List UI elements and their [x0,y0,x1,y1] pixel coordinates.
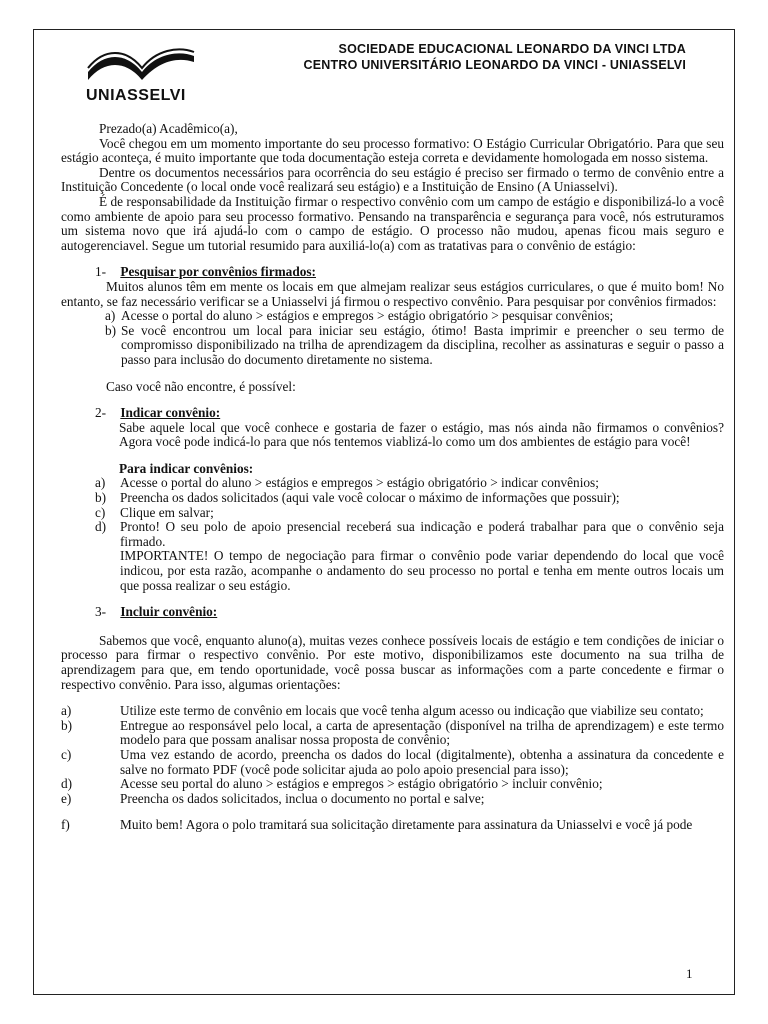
section-3-list-last [61,818,724,833]
list-marker: a) [61,703,72,719]
section-3-list [61,704,724,806]
section-1-number: 1- [95,264,107,280]
list-marker: f) [61,818,70,833]
intro-paragraph-1: Você chegou em um momento importante do seu processo formativo: O Estágio Curricular Obrigatório. Para que seu estágio aconteça, é muito importante que toda documentação esteja correta e devidamente homologada em nosso sistema. [61,135,724,166]
list-marker: b) [61,717,73,733]
section-2-number: 2- [95,405,107,421]
list-item-text: Clique em salvar; [120,504,214,520]
header-line-1: SOCIEDADE EDUCACIONAL LEONARDO DA VINCI LTDA [338,42,686,56]
section-2-title: Indicar convênio: [120,405,221,421]
list-item [61,476,724,491]
header-line-2: CENTRO UNIVERSITÁRIO LEONARDO DA VINCI - UNIASSELVI [303,58,686,72]
intro-paragraph-3: É de responsabilidade da Instituição firmar o respectivo convênio com um campo de estágio e disponibilizá-lo a você como ambiente de apoio para seu processo formativo. Pensando na transparência e segurança para você, nós estruturamos um sistema novo que irá ajudá-lo com o campo de estágio. O processo não mudou, apenas ficou mais seguro e autogerenciavel. Segue um tutorial resumido para auxiliá-lo(a) com as tratativas para o convênio de estágio: [61,193,724,253]
section-2-subtitle: Para indicar convênios: [119,460,254,476]
list-item-text: Muito bem! Agora o polo tramitará sua solicitação diretamente para assinatura da Uniasselvi e você já pode [120,818,693,833]
list-item [61,324,724,368]
section-3-number: 3- [95,604,107,620]
list-item [61,491,724,506]
list-item-text: Acesse o portal do aluno > estágios e empregos > estágio obrigatório > indicar convênios; [120,475,599,491]
section-1-paragraph: Muitos alunos têm em mente os locais em que almejam realizar seus estágios curriculares, o que é muito bom! No entanto, se faz necessário verificar se a Uniasselvi já firmou o respectivo convênio. Para pesquisar por convênios firmados: [61,278,724,309]
list-marker: a) [95,475,106,491]
section-3-paragraph: Sabemos que você, enquanto aluno(a), muitas vezes conhece possíveis locais de estágio e tem condições de iniciar o processo para firmar o respectivo convênio. Por este motivo, disponibilizamos este documento na sua trilha de aprendizagem para que, em tendo oportunidade, você possa buscar as informações com a parte concedente e firmar o respectivo convênio. Para isso, algumas orientações: [61,632,724,692]
list-item-text: Entregue ao responsável pelo local, a carta de apresentação (disponível na trilha de aprendizagem) e este termo modelo para que possam analisar nossa proposta de convênio; [120,717,724,748]
section-3-heading [61,605,724,620]
list-marker: b) [105,322,117,338]
list-item-text: Preencha os dados solicitados, inclua o documento no portal e salve; [120,790,485,806]
list-item [61,520,724,549]
section-3-title: Incluir convênio: [120,604,218,620]
section-1-heading [61,265,724,280]
section-2-paragraph: Sabe aquele local que você conhece e gostaria de fazer o estágio, mas nós ainda não firmamos o convênios? Agora você pode indicá-lo para que nós tentemos viablizá-lo como um dos ambientes de estágio para você! [119,419,724,450]
list-marker: d) [61,776,73,792]
list-marker: d) [95,519,107,535]
list-item [61,719,724,748]
page-number: 1 [686,966,693,981]
list-item-text: Preencha os dados solicitados (aqui vale você colocar o máximo de informações que possuir); [120,490,620,506]
list-item-text: Acesse seu portal do aluno > estágios e empregos > estágio obrigatório > incluir convênio; [120,776,603,792]
list-item-text: Utilize este termo de convênio em locais que você tenha algum acesso ou indicação que viabilize seu contato; [120,703,704,719]
section-2-list [61,476,724,549]
list-marker: e) [61,790,72,806]
list-item-text: Acesse o portal do aluno > estágios e empregos > estágio obrigatório > pesquisar convênios; [121,308,614,324]
intro-paragraph-2: Dentre os documentos necessários para ocorrência do seu estágio é preciso ser firmado o termo de convênio entre a Instituição Concedente (o local onde você realizará seu estágio) e a Instituição de Ensino (A Uniasselvi). [61,164,724,195]
list-item [61,792,724,807]
list-marker: a) [105,308,116,324]
section-2-important: IMPORTANTE! O tempo de negociação para firmar o convênio pode variar dependendo do local que você indicou, por esta razão, acompanhe o andamento do seu processo no portal e tenha em mente outros locais um que possa realizar o seu estágio. [120,548,724,593]
list-item [61,309,724,324]
document-body [61,122,724,833]
list-item [61,777,724,792]
list-item [61,818,724,833]
list-item-text: Se você encontrou um local para iniciar seu estágio, ótimo! Basta imprimir e preencher o seu termo de compromisso disponibilizado na trilha de aprendizagem da disciplina, recolher as assinaturas e seguir o passo a passo para inclusão do documento diretamente no sistema. [121,322,724,367]
list-marker: c) [95,504,106,520]
section-1-title: Pesquisar por convênios firmados: [120,264,316,280]
list-item [61,748,724,777]
list-item-text: Pronto! O seu polo de apoio presencial receberá sua indicação e poderá trabalhar para que o convênio seja firmado. [120,519,724,549]
list-item [61,506,724,521]
greeting: Prezado(a) Acadêmico(a), [99,121,238,136]
list-item-text: Uma vez estando de acordo, preencha os dados do local (digitalmente), obtenha a assinatura da concedente e salve no formato PDF (você pode solicitar ajuda ao polo apoio presencial para isso); [120,746,724,777]
list-item [61,704,724,719]
list-marker: c) [61,746,72,762]
section-2-heading [61,406,724,421]
list-marker: b) [95,490,107,506]
logo-wordmark: UNIASSELVI [86,87,186,104]
section-1-after: Caso você não encontre, é possível: [106,378,296,394]
section-1-list [61,309,724,367]
